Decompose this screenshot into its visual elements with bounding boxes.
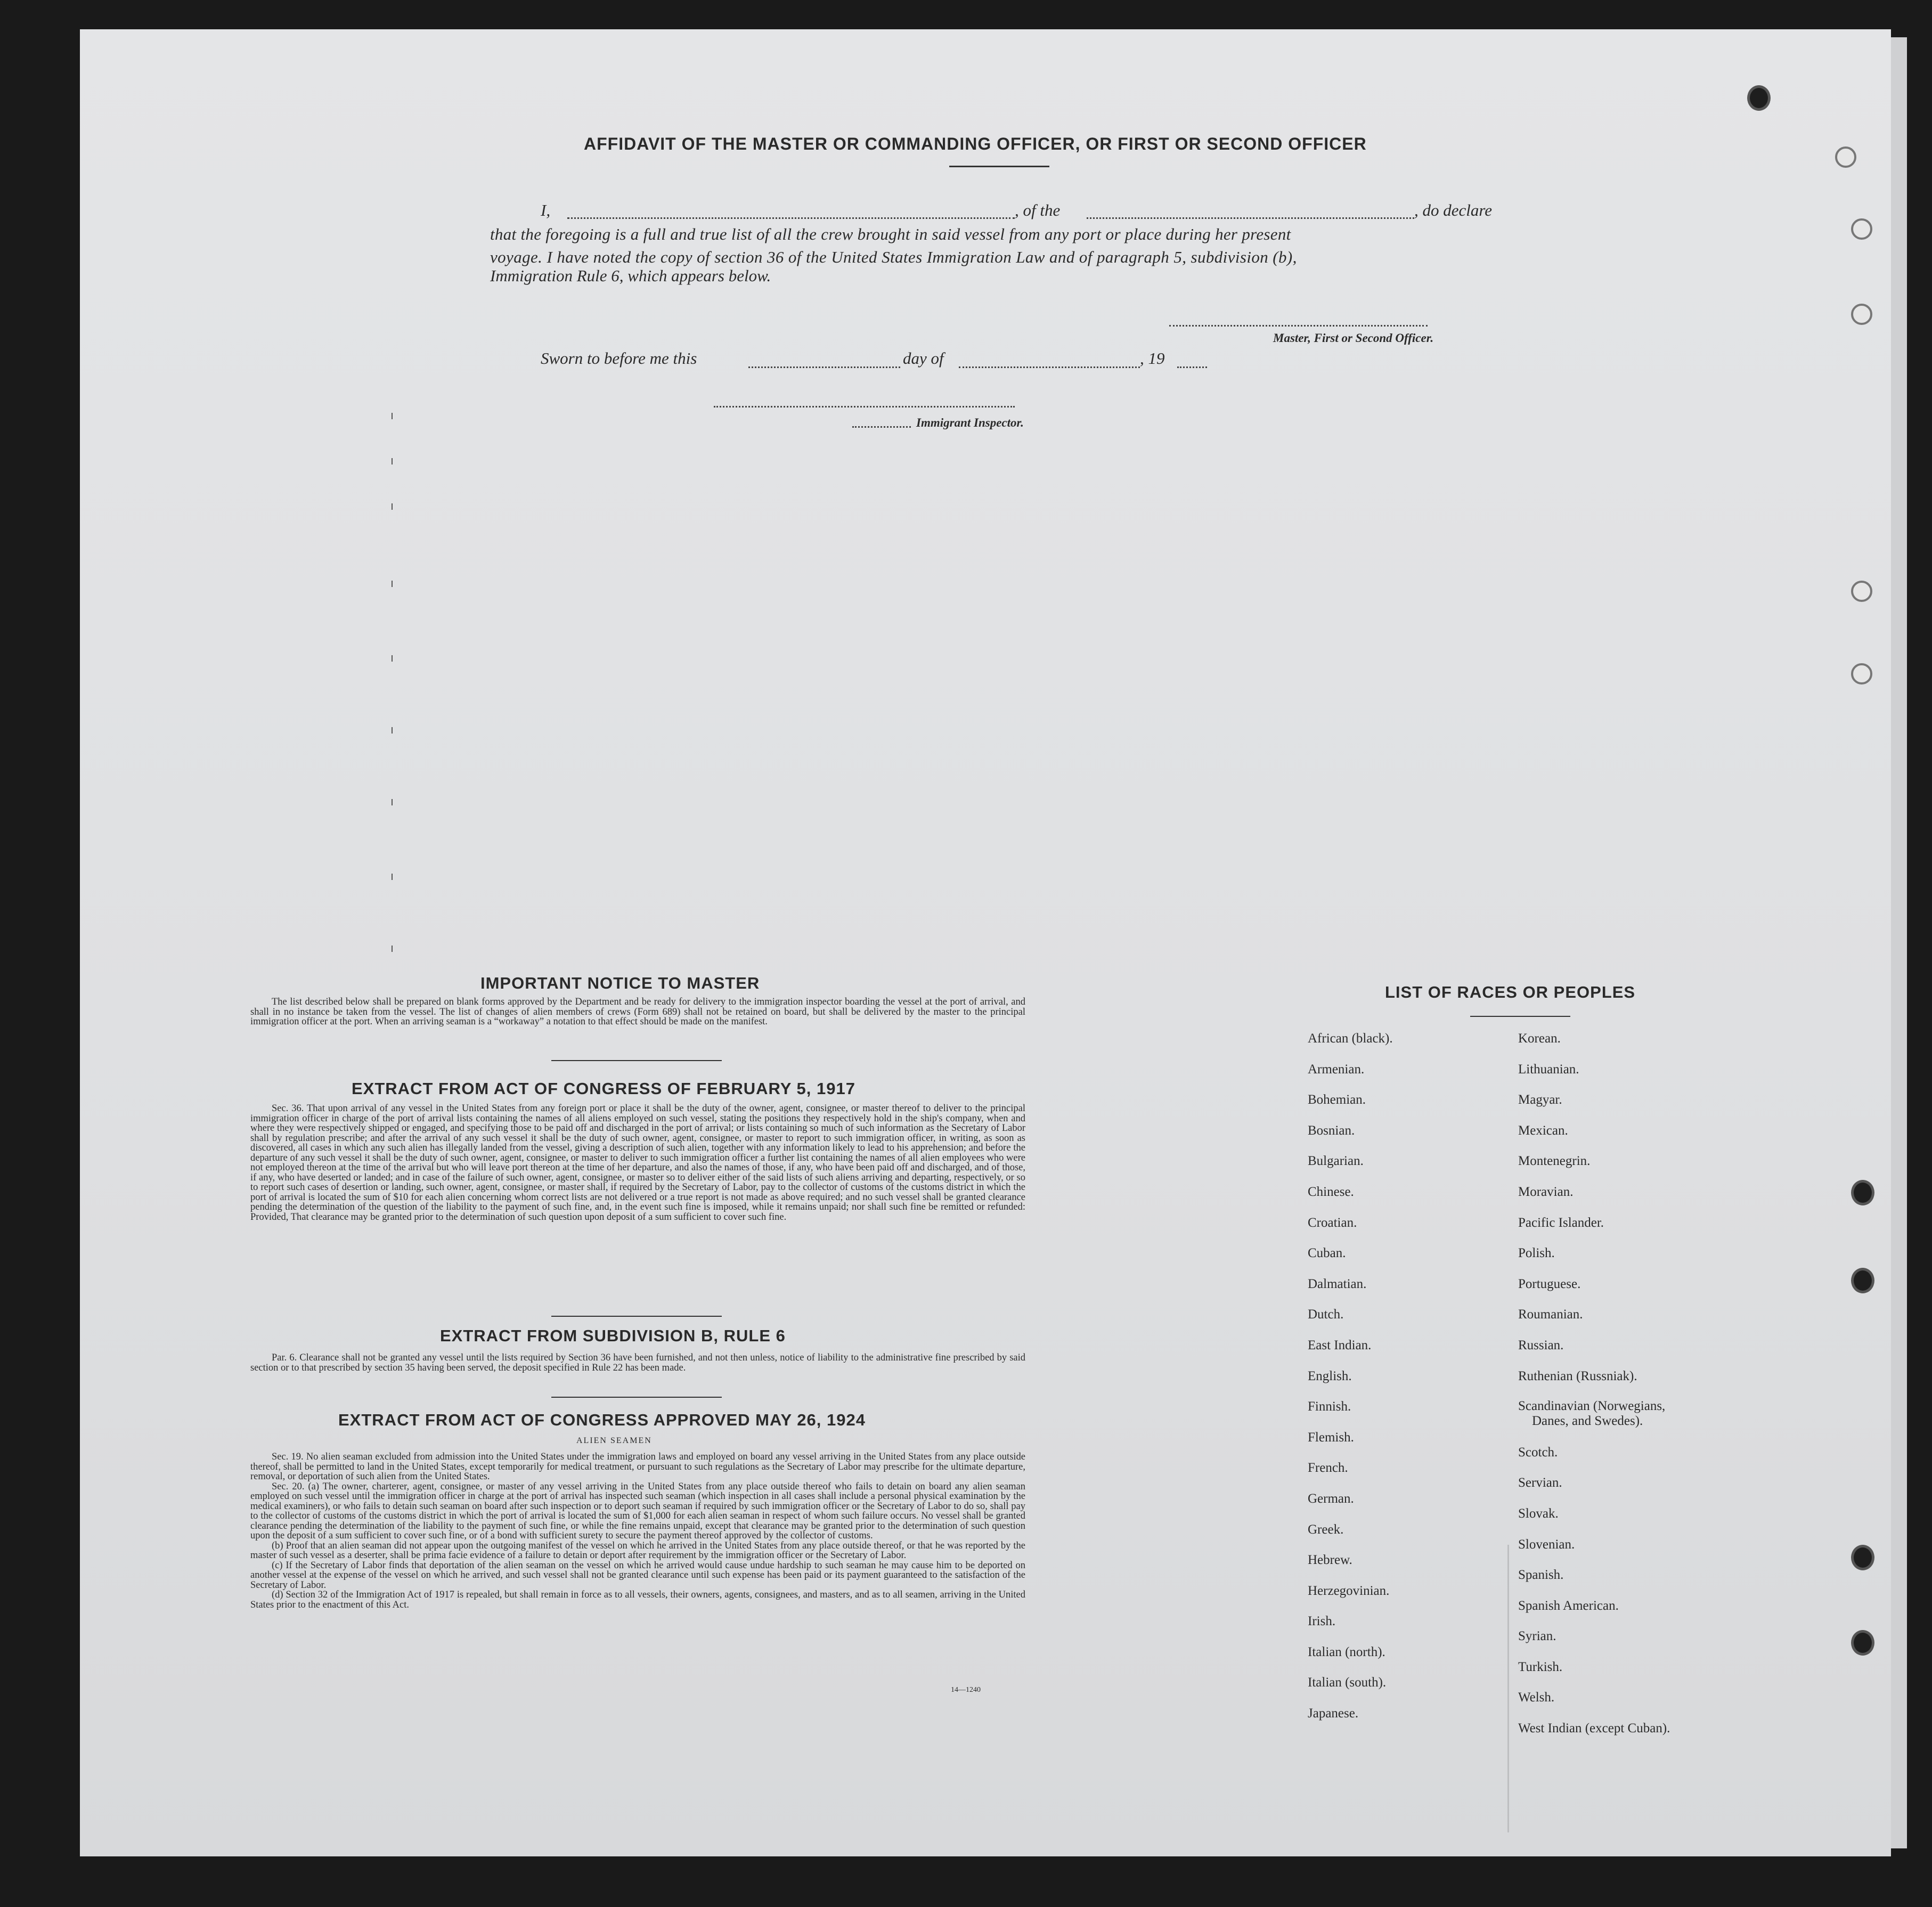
section-divider — [551, 1316, 722, 1317]
affidavit-title-rule — [949, 166, 1049, 167]
race-item: Moravian. — [1518, 1184, 1574, 1199]
punch-hole — [1851, 1630, 1874, 1656]
inspector-label: Immigrant Inspector. — [916, 416, 1024, 429]
sworn-day-field[interactable] — [748, 366, 900, 368]
affidavit-of-the: , of the — [1015, 201, 1061, 219]
race-item: Cuban. — [1308, 1246, 1346, 1261]
race-item: Italian (north). — [1308, 1644, 1385, 1659]
paper-crease — [1507, 1545, 1509, 1832]
race-item: Herzegovinian. — [1308, 1583, 1390, 1598]
race-item: Irish. — [1308, 1614, 1336, 1629]
punch-hole — [1851, 1268, 1874, 1293]
race-item: Syrian. — [1518, 1629, 1556, 1644]
race-item: Croatian. — [1308, 1215, 1357, 1230]
punch-hole — [1851, 1545, 1874, 1570]
sworn-label: Sworn to before me this — [541, 349, 697, 368]
section-divider — [551, 1397, 722, 1398]
column-tick — [392, 655, 393, 662]
punch-hole — [1851, 304, 1872, 325]
race-item: Bulgarian. — [1308, 1154, 1364, 1169]
column-tick — [392, 458, 393, 464]
race-item: Ruthenian (Russniak). — [1518, 1368, 1637, 1383]
punch-hole — [1851, 218, 1872, 240]
sec-20b-text: (b) Proof that an alien seaman did not appear upon the outgoing manifest of the vessel on which he arrived in the United States from any place outside thereof, or that he was reported by the master of such vessel as a deserter, shall be prima facie evidence of a failure to detain or deport after requirement by the immigration officer or the Secretary of Labor. — [250, 1540, 1025, 1561]
race-item: Greek. — [1308, 1522, 1344, 1537]
races-title: LIST OF RACES OR PEOPLES — [1385, 983, 1636, 1001]
punch-hole — [1835, 146, 1856, 168]
race-item: Slovak. — [1518, 1506, 1559, 1521]
race-item: Turkish. — [1518, 1659, 1563, 1674]
race-item: Bosnian. — [1308, 1123, 1355, 1138]
day-of-label: day of — [903, 349, 944, 368]
race-item: West Indian (except Cuban). — [1518, 1721, 1670, 1736]
race-item: Pacific Islander. — [1518, 1215, 1604, 1230]
sec-19-text: Sec. 19. No alien seaman excluded from admission into the United States under the immigration laws and employed on board any vessel arriving in the United States from any place outside thereof, shall be permitted to land in the United States, except temporarily for medical treatment, or pursuant to such regulations as the Secretary of Labor may prescribe for the ultimate departure, removal, or deportation of such alien from the United States. — [250, 1452, 1025, 1482]
master-signature-field[interactable] — [1169, 325, 1428, 327]
punch-hole — [1851, 663, 1872, 684]
race-item: Montenegrin. — [1518, 1154, 1591, 1169]
extract-1924-title: EXTRACT FROM ACT OF CONGRESS APPROVED MAY 26, 1924 — [338, 1411, 866, 1429]
inspector-signature-tail — [852, 426, 911, 428]
race-item: Korean. — [1518, 1031, 1561, 1046]
races-left-column — [1308, 1023, 1393, 1729]
column-tick — [392, 799, 393, 805]
extract-1917-text: Sec. 36. That upon arrival of any vessel in the United States from any foreign port or place it shall be the duty of the owner, agent, consignee, or master thereof to deliver to the principal immigration officer in charge of the port of arrival lists containing the names of all aliens employed on such vessel, stating the positions they respectively hold in the ship's company, when and where they were respectively shipped or engaged, and specifying those to be paid off and discharged in the port of arrival; or lists containing so much of such information as the Secretary of Labor shall by regulation prescribe; and after the arrival of any such vessel it shall be the duty of such owner, agent, consignee, or master to report to such immigration officer, in writing, as soon as discovered, all cases in which any such alien has illegally landed from the vessel, giving a description of such alien, together with any information likely to lead to his apprehension; and before the departure of any such vessel it shall be the duty of such owner, agent, consignee, or master to deliver to such immigration officer a further list containing the names of all alien employees who were not employed thereon at the time of the arrival but who will leave port thereon at the time of her departure, and also the names of those, if any, who have been paid off and discharged, and of those, if any, who have deserted or landed; and in case of the failure of such owner, agent, consignee, or master so to deliver either of the said lists of such aliens arriving and departing, respectively, or so to report such cases of desertion or landing, such owner, agent, consignee, or master shall, if required by the Secretary of Labor, pay to the collector of customs of the customs district in which the port of arrival is located the sum of $10 for each alien concerning whom correct lists are not delivered or a true report is not made as above required; and no such vessel shall be granted clearance pending the determination of the question of the liability to the payment of such fine, and, in the event such fine is imposed, while it remains unpaid; nor shall such fine be remitted or refunded: Provided, That clearance may be granted prior to the determination of such question upon deposit of a sum sufficient to cover such fine. — [250, 1103, 1025, 1223]
affidavit-line-3: voyage. I have noted the copy of section 36 of the United States Immigration Law and of paragraph 5, subdivision (b), — [490, 248, 1297, 266]
race-item: Lithuanian. — [1518, 1062, 1579, 1077]
race-item: Finnish. — [1308, 1399, 1351, 1414]
race-item: Welsh. — [1518, 1690, 1555, 1705]
affidavit-line-4: Immigration Rule 6, which appears below. — [490, 266, 771, 285]
affidavit-title: AFFIDAVIT OF THE MASTER OR COMMANDING OFFICER, OR FIRST OR SECOND OFFICER — [584, 134, 1367, 153]
race-item: Dutch. — [1308, 1307, 1344, 1322]
extract-rule6-body — [250, 1353, 1025, 1373]
race-item: Italian (south). — [1308, 1675, 1387, 1690]
punch-hole — [1851, 1180, 1874, 1205]
master-signature-label: Master, First or Second Officer. — [1273, 331, 1434, 345]
sworn-month-field[interactable] — [959, 366, 1140, 368]
extract-1917-title: EXTRACT FROM ACT OF CONGRESS OF FEBRUARY 5, 1917 — [352, 1079, 855, 1098]
sec-20d-text: (d) Section 32 of the Immigration Act of 1917 is repealed, but shall remain in force as to all vessels, their owners, agents, consignees, and masters, and as to all seamen, arriving in the United States prior to the enactment of this Act. — [250, 1590, 1025, 1610]
column-tick — [392, 413, 393, 419]
race-item: Roumanian. — [1518, 1307, 1583, 1322]
race-item: English. — [1308, 1368, 1352, 1383]
race-item: Spanish. — [1518, 1568, 1564, 1583]
race-item: Spanish American. — [1518, 1598, 1619, 1613]
extract-1924-body — [250, 1452, 1025, 1610]
race-item: Danes, and Swedes). — [1532, 1414, 1643, 1429]
sworn-year-field[interactable] — [1177, 366, 1207, 368]
affidavit-line-2: that the foregoing is a full and true list of all the crew brought in said vessel from any port or place during her present — [490, 225, 1291, 243]
race-item: East Indian. — [1308, 1338, 1372, 1352]
race-item: Magyar. — [1518, 1093, 1562, 1107]
race-item: Chinese. — [1308, 1184, 1354, 1199]
race-item: Hebrew. — [1308, 1553, 1352, 1568]
section-divider — [551, 1060, 722, 1061]
form-number: 14—1240 — [951, 1686, 981, 1694]
race-item: Polish. — [1518, 1246, 1555, 1261]
extract-rule6-title: EXTRACT FROM SUBDIVISION B, RULE 6 — [440, 1326, 786, 1345]
extract-1917-body — [250, 1104, 1025, 1222]
race-item: French. — [1308, 1461, 1348, 1476]
affidavit-vessel-field[interactable] — [1087, 217, 1414, 219]
race-item: Dalmatian. — [1308, 1276, 1367, 1291]
race-item: Mexican. — [1518, 1123, 1568, 1138]
race-item: Japanese. — [1308, 1706, 1359, 1721]
inspector-signature-field[interactable] — [714, 406, 1015, 408]
alien-seamen-subtitle: ALIEN SEAMEN — [576, 1436, 652, 1445]
notice-body — [250, 997, 1025, 1027]
race-item: Russian. — [1518, 1338, 1564, 1352]
notice-body-text: The list described below shall be prepared on blank forms approved by the Department and be ready for delivery to the immigration inspector boarding the vessel at the port of arrival, and shall in no instance be taken from the vessel. The list of changes of alien members of crews (Form 689) shall not be retained on board, but shall be delivered by the master to the principal immigration officer at the port. When an arriving seaman is a “workaway” a notation to that effect should be made on the manifest. — [250, 997, 1025, 1027]
affidavit-name-field[interactable] — [567, 217, 1015, 219]
column-tick — [392, 946, 393, 952]
year-label: , 19 — [1140, 349, 1165, 368]
sec-20c-text: (c) If the Secretary of Labor finds that deportation of the alien seaman on the vessel on which he arrived would cause undue hardship to such seaman he may cause him to be deported on another vessel at the expense of the vessel on which he arrived, and such vessel shall not be granted clearance until such expense has been paid or its payment guaranteed to the satisfaction of the Secretary of Labor. — [250, 1560, 1025, 1591]
sec-20a-text: Sec. 20. (a) The owner, charterer, agent, consignee, or master of any vessel arriving in the United States from any place outside thereof who fails to detain on board any alien seaman employed on such vessel until the immigration officer in charge at the port of arrival has inspected such seaman (which inspection in all cases shall include a personal physical examination by the medical examiners), or who fails to detain such seaman on board after such inspection or to deport such seaman if required by such immigration officer or the Secretary of Labor to do so, shall pay to the collector of customs of the customs district in which the port of arrival is located the sum of $1,000 for each alien seaman in respect of whom such failure occurs. No vessel shall be granted clearance pending the determination of the liability to the payment of such fine, or while the fine remains unpaid, except that clearance may be granted prior to the determination of such question upon the deposit of a sum sufficient to cover such fine, or of a bond with sufficient surety to secure the payment thereof approved by the collector of customs. — [250, 1481, 1025, 1541]
race-item: Bohemian. — [1308, 1093, 1366, 1107]
affidavit-do-declare: , do declare — [1414, 201, 1493, 219]
race-item: Scandinavian (Norwegians, — [1518, 1399, 1666, 1414]
races-right-column — [1518, 1023, 1670, 1744]
column-tick — [392, 503, 393, 510]
notice-title: IMPORTANT NOTICE TO MASTER — [480, 974, 760, 992]
race-item: Slovenian. — [1518, 1537, 1575, 1552]
extract-rule6-text: Par. 6. Clearance shall not be granted any vessel until the lists required by Section 36 have been furnished, and not then unless, notice of liability to the administrative fine prescribed by said section or to that prescribed by section 35 having been served, the deposit specified in Rule 22 has been made. — [250, 1352, 1025, 1373]
punch-hole — [1747, 85, 1771, 111]
column-tick — [392, 874, 393, 880]
race-item: African (black). — [1308, 1031, 1393, 1046]
race-item: Scotch. — [1518, 1445, 1558, 1460]
column-tick — [392, 581, 393, 587]
punch-hole — [1851, 581, 1872, 602]
race-item: Portuguese. — [1518, 1276, 1581, 1291]
race-item: Flemish. — [1308, 1430, 1354, 1445]
column-tick — [392, 727, 393, 734]
races-title-rule — [1470, 1016, 1570, 1017]
race-item: Servian. — [1518, 1476, 1562, 1490]
race-item: German. — [1308, 1491, 1354, 1506]
affidavit-i: I, — [541, 201, 551, 219]
race-item: Armenian. — [1308, 1062, 1365, 1077]
